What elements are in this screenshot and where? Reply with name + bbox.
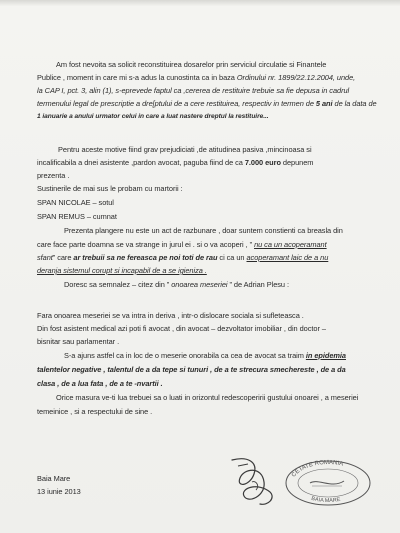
p1-line-1: Am fost nevoita sa solicit reconstituirea dosarelor prin serviciul circulatie si Finantele	[56, 60, 327, 69]
p1-line-3: la CAP I, pct. 3, alin (1), s-eprevede faptul ca ,cererea de restituire trebuie sa fie depusa in cadrul	[37, 86, 350, 95]
p2-line-1: Pentru aceste motive fiind grav prejudiciati ,de atitudinea pasiva ,mincinoasa si	[58, 145, 312, 154]
witnesses-intro: Sustinerile de mai sus le probam cu martorii :	[37, 184, 183, 193]
p1-line-4: termenului legal de prescriptie a dre[ptului de a cere restituirea, respectiv in termen de 5 ani de la data de	[37, 99, 377, 108]
p3-line-2: care face parte doamna se va strange in jurul ei . si o va acoperi , ” nu ca un acoperamant	[37, 240, 327, 249]
p1-line-2: Publice , moment in care mi s-a adus la cunostinta ca in baza Ordinului nr. 1899/22.12.2004, unde,	[37, 73, 356, 82]
p3-line-4: deranja sistemul corupt si incapabil de a se igieniza .	[37, 266, 207, 275]
p6-line-1: S-a ajuns astfel ca in loc de o meserie onorabila ca cea de avocat sa traim in epidemia	[64, 351, 346, 360]
signature-scribble	[218, 452, 288, 512]
p6-line-2: talentelor negative , talentul de a da tepe si tunuri , de a te strecura smechereste , de a da	[37, 365, 346, 374]
p3-line-3: sfant” care ar trebuii sa ne fereasca pe noi toti de rau ci ca un acoperamant laic de a nu	[37, 253, 329, 262]
scan-edge	[0, 0, 400, 6]
p2-line-3: prezenta .	[37, 171, 70, 180]
footer-place: Baia Mare	[37, 474, 71, 483]
p6-line-3: clasa , de a lua fata , de a te -nvartii .	[37, 379, 163, 388]
p4-line-1: Doresc sa semnalez – citez din ” onoarea meseriei ” de Adrian Plesu :	[64, 280, 289, 289]
witness-1: SPAN NICOLAE – sotul	[37, 198, 114, 207]
svg-text:BAIA MARE: BAIA MARE	[310, 495, 341, 505]
footer-date: 13 iunie 2013	[37, 487, 81, 496]
official-stamp	[282, 456, 374, 506]
witness-2: SPAN REMUS – cumnat	[37, 212, 117, 221]
p1-line-5: 1 ianuarie a anului urmator celui in care a luat nastere dreptul la restituire...	[37, 113, 269, 120]
p7-line-2: temeinice , si a respectului de sine .	[37, 407, 153, 416]
p5-line-1: Fara onoarea meseriei se va intra in deriva , intr-o dislocare sociala si sufleteasca .	[37, 311, 304, 320]
p5-line-2: Din fost asistent medical azi poti fi avocat , din avocat – dezvoltator imobiliar , din doctor –	[37, 324, 326, 333]
p3-line-1: Prezenta plangere nu este un act de razbunare , doar suntem constienti ca breasla din	[64, 226, 343, 235]
p5-line-3: bisnitar sau parlamentar .	[37, 337, 120, 346]
svg-text:CETATE ROMANIA: CETATE ROMANIA	[290, 459, 344, 479]
p7-line-1: Orice masura ve-ti lua trebuei sa o luati in orizontul redescoperirii gustului onoarei , a meseriei	[56, 393, 359, 402]
p2-line-2: incalificabila a dnei asistente ,pardon avocat, paguba fiind de ca 7.000 euro depunem	[37, 158, 314, 167]
